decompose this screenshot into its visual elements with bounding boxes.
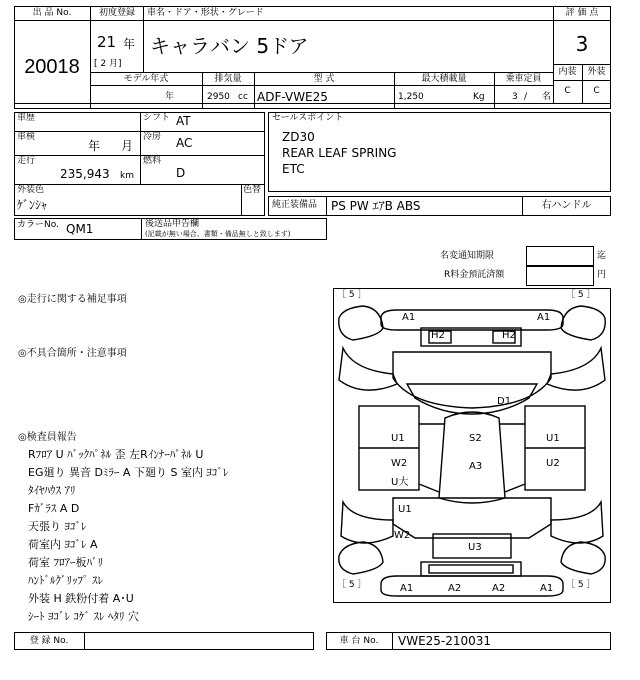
tire-front-right: ［ 5 ］ — [566, 290, 596, 300]
inspector-line: ｼｰﾄ ﾖｺﾞﾚ ｺｹﾞ ｽﾚ ﾍﾀﾘ 穴 — [28, 610, 139, 623]
color-no-label: カラーNo. — [17, 220, 59, 230]
mark-rear-a1-left: A1 — [400, 583, 414, 594]
shift-value: AT — [176, 114, 191, 128]
year-unit: 年 — [123, 37, 136, 51]
exterior-color-label: 外装色 — [17, 185, 45, 195]
inspector-line: 荷室 ﾌﾛｱｰ板ﾊﾞﾘ — [28, 556, 103, 569]
equipment-label: 純正装備品 — [272, 200, 318, 210]
first-reg-month: [ 2 月] — [94, 59, 122, 69]
inspection-month-unit: 月 — [121, 139, 134, 153]
model-year-unit: 年 — [165, 92, 175, 102]
mark-h2-left: H2 — [431, 330, 445, 341]
sales-point-line: REAR LEAF SPRING — [282, 146, 397, 160]
car-diagram — [333, 288, 611, 603]
recycle-unit: 円 — [597, 270, 607, 280]
inspector-line: 荷室内 ﾖｺﾞﾚ A — [28, 538, 98, 551]
mark-s2: S2 — [469, 433, 482, 444]
mark-u1-lower: U1 — [398, 504, 412, 515]
name-change-field — [526, 246, 594, 266]
mark-u2-right: U2 — [546, 458, 560, 469]
displacement-label: 排気量 — [214, 74, 242, 84]
mark-rear-a2-2: A2 — [492, 583, 506, 594]
inspector-line: Fｶﾞﾗｽ A D — [28, 502, 80, 515]
capacity-label: 乗車定員 — [505, 74, 542, 84]
capacity-unit: 名 — [542, 92, 552, 102]
inspector-line: 外装 H 鉄粉付着 A･U — [28, 592, 134, 605]
recycle-label: R料金預託済額 — [444, 270, 505, 280]
capacity-value: 3 — [512, 92, 518, 102]
rating-label: 評 価 点 — [565, 8, 599, 18]
car-name: キャラバン 5ドア — [150, 34, 309, 58]
fuel-label: 燃料 — [143, 156, 162, 166]
mileage-value: 235,943 — [60, 167, 110, 181]
inspector-line: EG廻り 異音 Dﾐﾗｰ A 下廻り S 室内 ﾖｺﾞﾚ — [28, 466, 229, 479]
first-reg-year: 21 — [97, 33, 117, 51]
capacity-sep: / — [524, 92, 528, 102]
ac-value: AC — [176, 136, 193, 150]
chassis-label: 車 台 No. — [339, 636, 379, 646]
max-load-value: 1,250 — [398, 92, 424, 102]
chassis-number: VWE25-210031 — [398, 634, 492, 648]
tire-front-left: ［ 5 ］ — [337, 290, 367, 300]
lot-label: 出 品 No. — [32, 8, 72, 18]
steering-side: 右ハンドル — [541, 200, 592, 211]
exterior-color-value: ｹﾞﾝｼｬ — [17, 198, 48, 212]
inspector-lines — [28, 446, 328, 626]
driving-remarks-label: ◎走行に関する補足事項 — [18, 294, 127, 305]
inspector-label: ◎検査員報告 — [18, 432, 77, 443]
mark-u1-right: U1 — [546, 433, 560, 444]
mark-a3: A3 — [469, 461, 483, 472]
displacement-unit: cc — [238, 92, 248, 102]
mark-w2-left: W2 — [391, 458, 408, 469]
model-year-label: モデル年式 — [123, 74, 169, 84]
mileage-label: 走行 — [17, 156, 36, 166]
mark-rear-a2-1: A2 — [448, 583, 462, 594]
exterior-grade: C — [593, 86, 600, 96]
sales-points-label: セールスポイント — [272, 113, 344, 123]
inspector-line: 天張り ﾖｺﾞﾚ — [28, 520, 87, 533]
color-change-label: 色替 — [243, 185, 262, 195]
inspector-line: Rﾌﾛｱ U ﾊﾞｯｸﾊﾟﾈﾙ 歪 左Rｲﾝﾅｰﾊﾟﾈﾙ U — [28, 448, 204, 461]
max-load-unit: Kg — [473, 92, 485, 102]
mark-w2-lower: W2 — [394, 530, 411, 541]
inspector-line: ﾊﾝﾄﾞﾙｸﾞﾘｯﾌﾟ ｽﾚ — [28, 574, 103, 587]
fuel-value: D — [176, 166, 186, 180]
name-change-label: 名変通知期限 — [440, 251, 495, 261]
tire-rear-left: ［ 5 ］ — [337, 580, 367, 590]
shift-label: シフト — [143, 113, 171, 123]
sales-point-line: ZD30 — [282, 130, 315, 144]
interior-label: 内装 — [558, 67, 577, 77]
inspector-line: ﾀｲﾔﾊｳｽ ｱﾘ — [28, 484, 76, 497]
tire-rear-right: ［ 5 ］ — [566, 580, 596, 590]
mark-u-dai: U大 — [391, 477, 409, 488]
lot-number: 20018 — [24, 56, 80, 78]
registration-label: 登 録 No. — [29, 636, 69, 646]
recycle-field — [526, 266, 594, 286]
equipment-items: PS PW ｴｱB ABS — [331, 199, 421, 213]
mark-rear-a1-right: A1 — [540, 583, 554, 594]
mark-front-a1-left: A1 — [402, 312, 416, 323]
name-label: 車名・ドア・形状・グレード — [147, 8, 264, 18]
max-load-label: 最大積載量 — [421, 74, 467, 84]
mark-h2-right: H2 — [502, 330, 516, 341]
first-reg-label: 初度登録 — [98, 8, 135, 18]
rating-value: 3 — [575, 32, 589, 56]
inspection-year-unit: 年 — [88, 139, 101, 153]
type-label: 型 式 — [313, 74, 335, 84]
exterior-label: 外装 — [587, 67, 606, 77]
mark-front-a1-right: A1 — [537, 312, 551, 323]
history-label: 車歴 — [17, 113, 36, 123]
ac-label: 冷房 — [143, 132, 162, 142]
color-no-value: QM1 — [66, 222, 94, 236]
defects-label: ◎不具合箇所・注意事項 — [18, 348, 127, 359]
aftermarket-note: (記載が無い場合、書類・備品無しと致します) — [145, 230, 291, 238]
displacement-value: 2950 — [207, 92, 230, 102]
type-code: ADF-VWE25 — [257, 90, 328, 104]
name-change-unit: 迄 — [597, 251, 607, 261]
mark-u3: U3 — [468, 542, 482, 553]
sales-point-line: ETC — [282, 162, 305, 176]
mileage-unit: km — [120, 171, 134, 181]
interior-grade: C — [564, 86, 571, 96]
inspection-label: 車検 — [17, 132, 36, 142]
mark-u1-left: U1 — [391, 433, 405, 444]
mark-d1: D1 — [497, 396, 512, 407]
aftermarket-label: 後送品申告欄 — [145, 219, 200, 229]
